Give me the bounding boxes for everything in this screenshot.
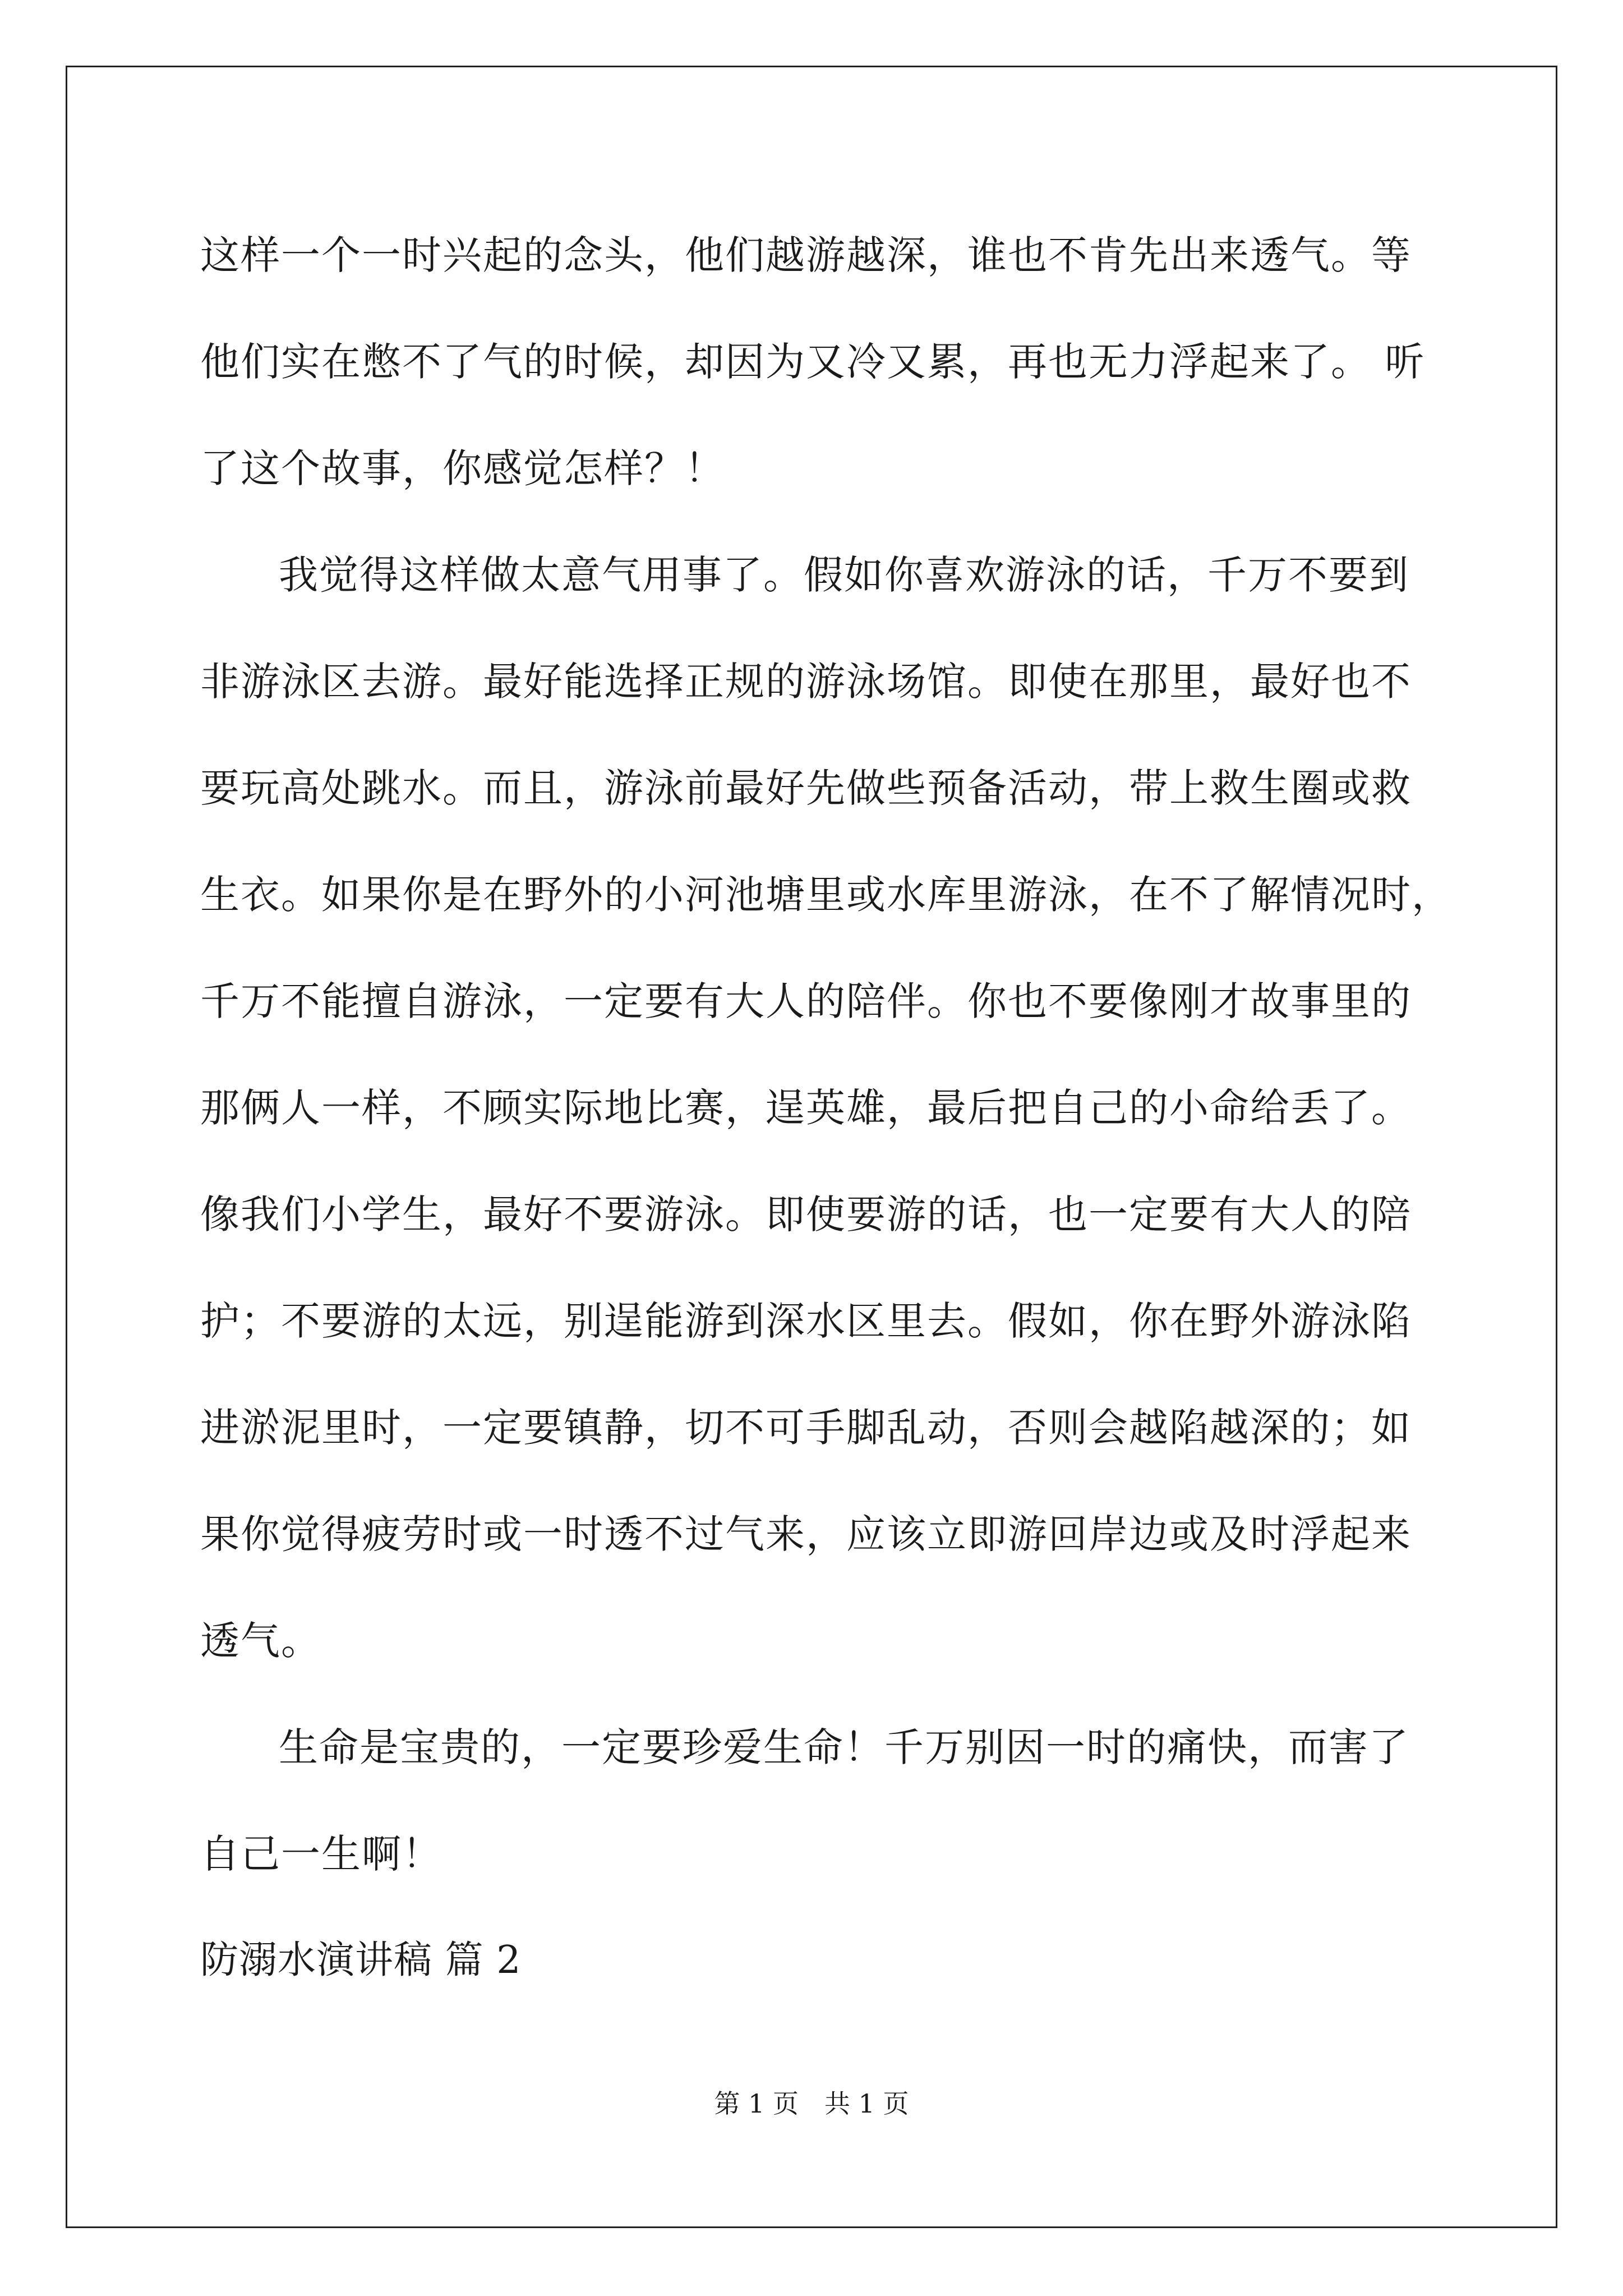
- text-line: 像我们小学生，最好不要游泳。即使要游的话，也一定要有大人的陪: [200, 1191, 1412, 1237]
- text-line: 那俩人一样，不顾实际地比赛，逞英雄，最后把自己的小命给丢了。: [200, 1085, 1412, 1131]
- paragraph-start-line: 我觉得这样做太意气用事了。假如你喜欢游泳的话，千万不要到: [279, 552, 1409, 598]
- text-line: 非游泳区去游。最好能选择正规的游泳场馆。即使在那里，最好也不: [200, 659, 1412, 705]
- text-line: 千万不能擅自游泳，一定要有大人的陪伴。你也不要像刚才故事里的: [200, 978, 1412, 1024]
- text-line: 了这个故事，你感觉怎样？！: [200, 445, 725, 491]
- text-line: 果你觉得疲劳时或一时透不过气来，应该立即游回岸边或及时浮起来: [200, 1511, 1412, 1557]
- text-line: 进淤泥里时，一定要镇静，切不可手脚乱动，否则会越陷越深的；如: [200, 1405, 1412, 1451]
- text-line: 透气。: [200, 1618, 321, 1664]
- text-line: 这样一个一时兴起的念头，他们越游越深，谁也不肯先出来透气。等: [200, 232, 1412, 278]
- text-line: 护；不要游的太远，别逞能游到深水区里去。假如，你在野外游泳陷: [200, 1298, 1412, 1344]
- text-line: 自己一生啊！: [200, 1831, 442, 1877]
- text-line: 生衣。如果你是在野外的小河池塘里或水库里游泳，在不了解情况时，: [200, 872, 1452, 918]
- page-number-footer: 第 1 页 共 1 页: [714, 2088, 909, 2119]
- section-heading: 防溺水演讲稿 篇 2: [200, 1938, 522, 1982]
- document-body: [200, 202, 1456, 2014]
- paragraph-start-line: 生命是宝贵的，一定要珍爱生命！千万别因一时的痛快，而害了: [279, 1724, 1409, 1770]
- text-line: 要玩高处跳水。而且，游泳前最好先做些预备活动，带上救生圈或救: [200, 765, 1412, 811]
- text-line: 他们实在憋不了气的时候，却因为又冷又累，再也无力浮起来了。 听: [200, 339, 1426, 385]
